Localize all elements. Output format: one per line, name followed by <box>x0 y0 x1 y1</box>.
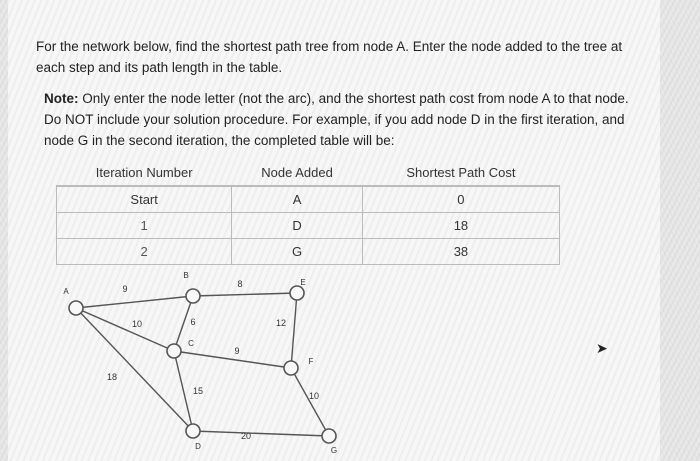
cell-iteration: 2 <box>57 239 232 265</box>
edge-weight-c-d: 15 <box>192 386 204 396</box>
cell-cost: 0 <box>362 186 559 213</box>
edge-f-g <box>291 368 329 436</box>
node-label-d: D <box>195 442 201 451</box>
edge-weight-e-f: 12 <box>275 318 287 328</box>
node-label-f: F <box>308 357 314 366</box>
edge-a-b <box>76 296 193 308</box>
cell-cost: 38 <box>362 239 559 265</box>
note-text: Only enter the node letter (not the arc), and the shortest path cost from node A to that node. Do NOT include your solution procedure. For example, if you add node D in the first iteration, and node G in the second iteration, the completed table will be: <box>44 91 629 148</box>
node-e <box>290 286 304 300</box>
question-intro: For the network below, find the shortest path tree from node A. Enter the node added to the tree at each step and its path length in the table. <box>36 39 623 75</box>
cell-node: G <box>232 239 363 265</box>
cell-node: A <box>232 186 363 213</box>
node-d <box>186 424 200 438</box>
edge-weight-a-b: 9 <box>122 284 128 294</box>
node-label-a: A <box>63 287 69 296</box>
edge-weight-d-g: 20 <box>240 431 252 441</box>
cell-node: D <box>232 213 363 239</box>
edge-weight-a-c: 10 <box>131 319 143 329</box>
edge-weight-a-d: 18 <box>106 372 118 382</box>
node-c <box>167 344 181 358</box>
cell-iteration: Start <box>57 186 232 213</box>
cell-cost: 18 <box>362 213 559 239</box>
node-a <box>69 301 83 315</box>
edge-c-d <box>174 351 193 431</box>
node-b <box>186 289 200 303</box>
header-node-added: Node Added <box>232 160 363 186</box>
edge-d-g <box>193 431 329 436</box>
node-label-b: B <box>183 271 189 280</box>
node-label-g: G <box>330 446 338 455</box>
node-label-c: C <box>188 339 194 348</box>
edge-weight-b-e: 8 <box>237 279 243 289</box>
edge-a-c <box>76 308 174 351</box>
node-label-e: E <box>300 278 306 287</box>
node-g <box>322 429 336 443</box>
mouse-pointer-icon: ➤ <box>596 340 608 356</box>
edge-weight-b-c: 6 <box>190 317 196 327</box>
edge-weight-f-g: 10 <box>308 391 320 401</box>
cell-iteration: 1 <box>57 213 232 239</box>
header-iteration-number: Iteration Number <box>57 160 232 186</box>
edge-c-f <box>174 351 291 368</box>
edge-e-f <box>291 293 297 368</box>
header-shortest-path-cost: Shortest Path Cost <box>362 160 559 186</box>
edge-b-e <box>193 293 297 296</box>
edge-weight-c-f: 9 <box>234 346 240 356</box>
node-f <box>284 361 298 375</box>
note-label: Note: <box>44 91 79 106</box>
